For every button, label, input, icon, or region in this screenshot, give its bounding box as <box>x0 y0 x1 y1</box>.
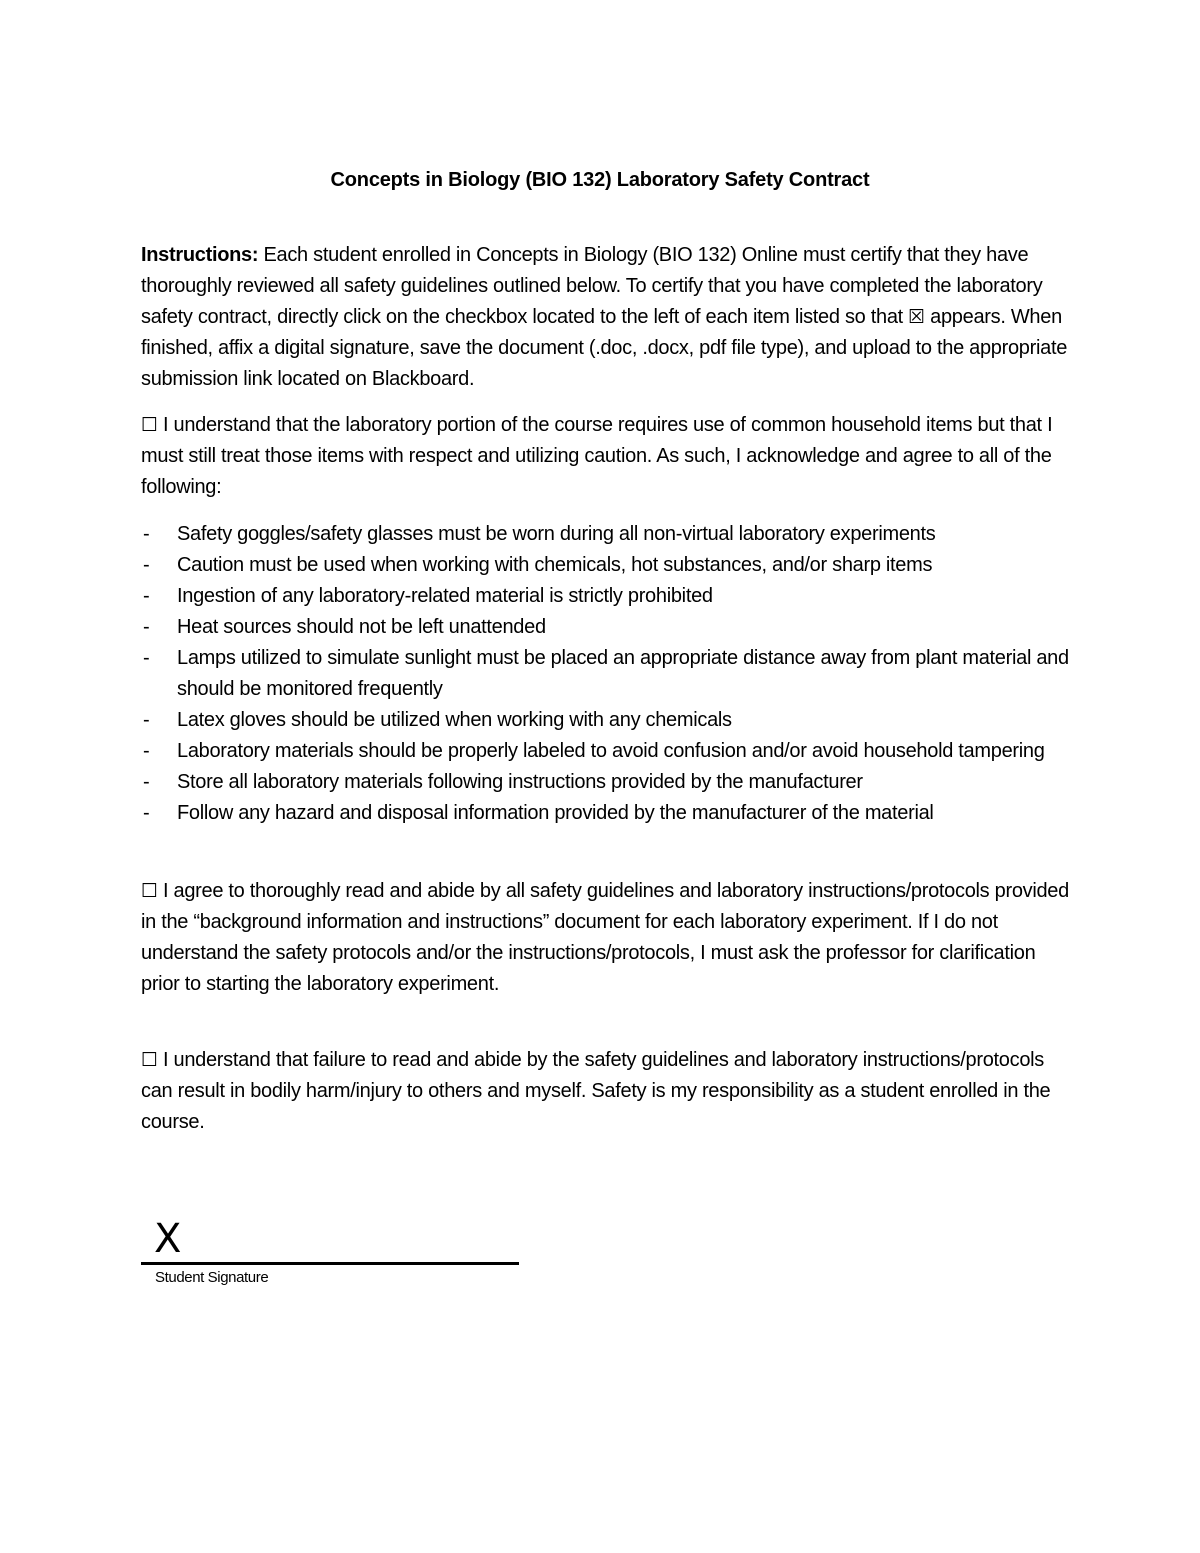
list-item <box>141 612 1071 643</box>
bullet-dash: - <box>143 616 150 638</box>
bullet-dash: - <box>143 585 150 607</box>
list-item-text: Safety goggles/safety glasses must be worn during all non-virtual laboratory experiments <box>177 523 936 545</box>
agreement-item-3 <box>141 1045 1071 1138</box>
list-item-text: Lamps utilized to simulate sunlight must be placed an appropriate distance away from plant material and should be monitored frequently <box>177 647 1069 700</box>
list-item-text: Ingestion of any laboratory-related material is strictly prohibited <box>177 585 713 607</box>
signature-label: Student Signature <box>155 1269 269 1286</box>
agreement-item-1-text: I understand that the laboratory portion of the course requires use of common household items but that I must still treat those items with respect and utilizing caution. As such, I acknowledge and agree to all of the following: <box>141 414 1053 498</box>
list-item <box>141 550 1071 581</box>
list-item <box>141 581 1071 612</box>
agreement-item-1 <box>141 410 1071 503</box>
instructions-label: Instructions: <box>141 244 259 266</box>
bullet-dash: - <box>143 740 150 762</box>
list-item-text: Follow any hazard and disposal information provided by the manufacturer of the material <box>177 802 934 824</box>
bullet-dash: - <box>143 771 150 793</box>
instructions-text-2: appears. When finished, affix a digital signature, save the document (.doc, .docx, pdf file type), and upload to the appropriate submission link located on Blackboard. <box>141 306 1068 390</box>
bullet-dash: - <box>143 802 150 824</box>
list-item <box>141 519 1071 550</box>
checkbox-item-3[interactable]: ☐ <box>141 1049 158 1071</box>
checkbox-item-2[interactable]: ☐ <box>141 880 158 902</box>
list-item-text: Store all laboratory materials following instructions provided by the manufacturer <box>177 771 863 793</box>
bullet-dash: - <box>143 709 150 731</box>
agreement-item-2 <box>141 876 1071 1000</box>
list-item <box>141 798 1071 829</box>
list-item <box>141 705 1071 736</box>
instructions-paragraph <box>141 240 1071 395</box>
document-title: Concepts in Biology (BIO 132) Laboratory Safety Contract <box>330 169 870 191</box>
agreement-item-3-text: I understand that failure to read and abide by the safety guidelines and laboratory instructions/protocols can result in bodily harm/injury to others and myself. Safety is my responsibility as a student enrolled in the course. <box>141 1049 1051 1133</box>
checked-box-icon: ☒ <box>908 306 925 328</box>
bullet-dash: - <box>143 647 150 669</box>
list-item-text: Caution must be used when working with chemicals, hot substances, and/or sharp items <box>177 554 933 576</box>
signature-line[interactable] <box>141 1262 519 1265</box>
safety-guidelines-list <box>141 519 1071 829</box>
list-item-text: Heat sources should not be left unattended <box>177 616 546 638</box>
list-item <box>141 643 1071 705</box>
list-item <box>141 736 1071 767</box>
instructions-text-1: Each student enrolled in Concepts in Biology (BIO 132) Online must certify that they have thoroughly reviewed all safety guidelines outlined below. To certify that you have completed the laboratory safety contract, directly click on the checkbox located to the left of each item listed so that <box>141 244 1043 328</box>
bullet-dash: - <box>143 554 150 576</box>
bullet-dash: - <box>143 523 150 545</box>
signature-x-mark: X <box>154 1216 182 1262</box>
list-item-text: Laboratory materials should be properly labeled to avoid confusion and/or avoid household tampering <box>177 740 1045 762</box>
agreement-item-2-text: I agree to thoroughly read and abide by all safety guidelines and laboratory instructions/protocols provided in the “background information and instructions” document for each laboratory experiment. If I do not understand the safety protocols and/or the instructions/protocols, I must ask the professor for clarification prior to starting the laboratory experiment. <box>141 880 1069 995</box>
checkbox-item-1[interactable]: ☐ <box>141 414 158 436</box>
list-item <box>141 767 1071 798</box>
list-item-text: Latex gloves should be utilized when working with any chemicals <box>177 709 732 731</box>
